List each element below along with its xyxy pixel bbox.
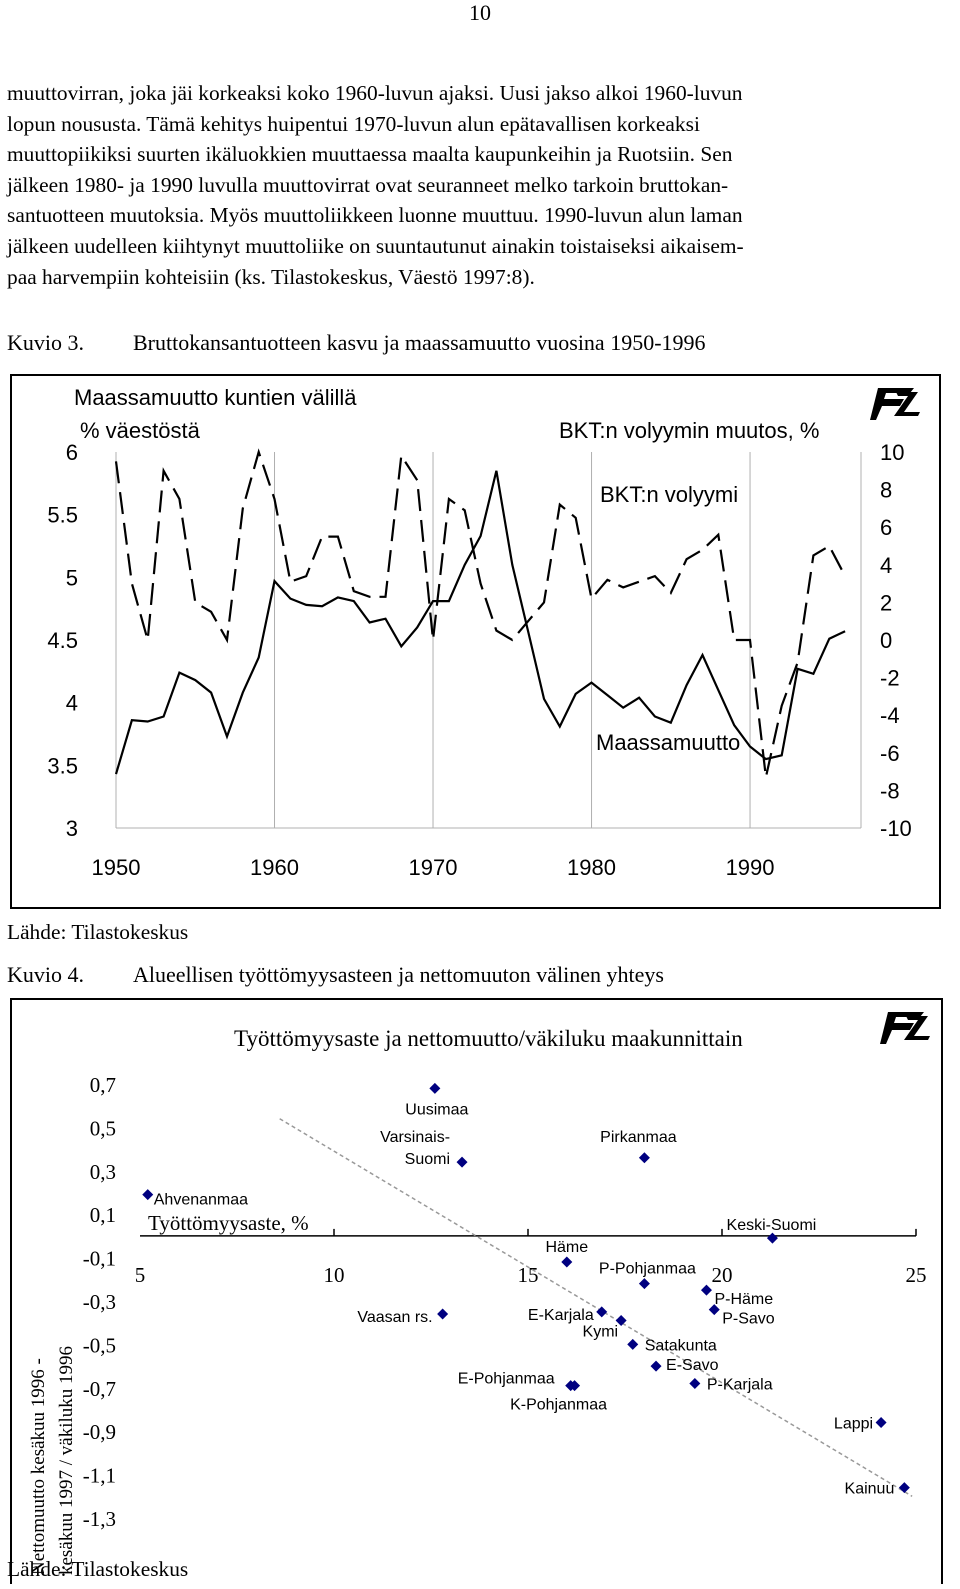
data-point-label: Ahvenanmaa — [153, 1191, 249, 1209]
data-point-label: K-Pohjanmaa — [510, 1396, 608, 1414]
data-point-marker — [767, 1233, 778, 1244]
data-point-marker — [876, 1417, 887, 1428]
figure3-caption-number: Kuvio 3. — [7, 330, 84, 355]
data-point-marker — [437, 1309, 448, 1320]
figure3-source: Lähde: Tilastokeskus — [7, 920, 189, 944]
logo-mark-icon — [880, 1012, 930, 1044]
data-point-label: E-Karjala — [527, 1306, 594, 1324]
data-point-label: Lappi — [833, 1415, 874, 1433]
paragraph-line: santuotteen muutoksia. Myös muuttoliikkeen luonne muuttuu. 1990-luvun alun laman — [7, 203, 743, 228]
right-axis-tick-label: 2 — [880, 590, 893, 616]
data-point-label: Satakunta — [644, 1337, 717, 1355]
right-axis-tick-label: 0 — [880, 628, 893, 653]
x-axis-tick-label: 25 — [905, 1262, 927, 1287]
figure4-caption-number: Kuvio 4. — [7, 962, 84, 987]
data-point-label: P-Savo — [722, 1310, 775, 1328]
x-axis-tick-label: 1990 — [725, 855, 775, 880]
right-axis-tick-label: 6 — [880, 515, 893, 541]
x-axis-tick-label: 1970 — [408, 855, 458, 880]
y-axis-tick-label: -0,1 — [82, 1246, 116, 1271]
data-point-marker — [596, 1306, 607, 1317]
data-point-label: Kainuu — [844, 1480, 895, 1498]
chart-title: Työttömyysaste ja nettomuutto/väkiluku maakunnittain — [234, 1026, 743, 1051]
page-number: 10 — [469, 0, 491, 25]
data-point-label: Pirkanmaa — [600, 1128, 677, 1146]
data-point-marker — [651, 1361, 662, 1372]
left-axis-title-line2: % väestöstä — [80, 418, 200, 443]
data-point-label: Häme — [545, 1238, 589, 1256]
right-axis-title: BKT:n volyymin muutos, % — [559, 418, 820, 443]
data-point-marker — [429, 1083, 440, 1094]
chart-gdp-migration — [12, 376, 939, 907]
data-point-label: P-Häme — [714, 1291, 774, 1309]
y-axis-tick-label: 0,5 — [89, 1116, 116, 1141]
data-point-marker — [639, 1152, 650, 1163]
data-point-label: Keski-Suomi — [726, 1217, 817, 1235]
data-point-label: Vaasan rs. — [357, 1309, 433, 1327]
paragraph-line: paa harvempiin kohteisiin (ks. Tilastokeskus, Väestö 1997:8). — [7, 264, 535, 289]
migration-series-annotation: Maassamuutto — [596, 730, 741, 755]
x-axis-tick-label: 5 — [134, 1262, 146, 1287]
figure4-frame — [10, 998, 943, 1584]
data-point-label: E-Pohjanmaa — [457, 1370, 555, 1388]
x-axis-title: Työttömyysaste, % — [148, 1211, 309, 1235]
x-axis-tick-label: 1950 — [91, 855, 141, 880]
x-axis-tick-label: 15 — [517, 1262, 539, 1287]
data-point-label: Suomi — [404, 1151, 451, 1169]
right-axis-tick-label: 10 — [880, 440, 905, 465]
data-point-marker — [639, 1278, 650, 1289]
figure3-caption-text: Bruttokansantuotteen kasvu ja maassamuutto vuosina 1950-1996 — [133, 330, 706, 355]
right-axis-tick-label: -10 — [880, 816, 912, 841]
data-point-marker — [899, 1482, 910, 1493]
right-axis-tick-label: -4 — [880, 703, 900, 729]
data-point-label: E-Savo — [666, 1357, 719, 1375]
data-point-label: Varsinais- — [380, 1129, 451, 1147]
y-axis-title-line1: Nettomuutto kesäkuu 1996 - — [28, 1358, 49, 1575]
right-axis-tick-label: -2 — [880, 665, 900, 691]
y-axis-tick-label: -0,7 — [82, 1376, 116, 1401]
paragraph-line: muuttopiikiksi suurten ikäluokkien muuttaessa maalta kaupunkeihin ja Ruotsiin. Sen — [7, 142, 733, 167]
data-point-marker — [457, 1157, 468, 1168]
paragraph-line: jälkeen uudelleen kiihtynyt muuttoliike on suuntautunut ainakin toistaiseksi aikaisem- — [7, 233, 744, 258]
y-axis-tick-label: 0,7 — [89, 1073, 116, 1097]
y-axis-title-line2: kesäkuu 1997 / väkiluku 1996 — [56, 1345, 77, 1575]
figure3-frame — [10, 374, 941, 909]
right-axis-tick-label: -6 — [880, 740, 900, 766]
x-axis-tick-label: 1960 — [250, 855, 299, 880]
left-axis-tick-label: 4.5 — [47, 628, 78, 653]
y-axis-tick-label: -0,3 — [82, 1290, 116, 1314]
left-axis-tick-label: 5 — [65, 565, 78, 591]
gdp-series-annotation: BKT:n volyymi — [600, 482, 739, 507]
x-axis-tick-label: 10 — [323, 1262, 345, 1287]
data-point-marker — [689, 1378, 700, 1389]
paragraph-line: muuttovirran, joka jäi korkeaksi koko 1960-luvun ajaksi. Uusi jakso alkoi 1960-luvun — [7, 81, 743, 105]
data-point-marker — [142, 1189, 153, 1200]
data-point-marker — [561, 1256, 572, 1267]
y-axis-tick-label: -0,5 — [82, 1333, 116, 1358]
left-axis-title-line1: Maassamuutto kuntien välillä — [74, 385, 357, 410]
data-point-label: P-Karjala — [706, 1376, 773, 1394]
data-point-label: Uusimaa — [405, 1101, 469, 1119]
right-axis-tick-label: -8 — [880, 778, 900, 804]
figure4-source: Lähde: Tilastokeskus — [7, 1557, 189, 1581]
left-axis-tick-label: 5.5 — [47, 502, 78, 528]
left-axis-tick-label: 3.5 — [47, 753, 78, 779]
logo-mark-icon — [870, 388, 920, 420]
figure4-caption — [7, 962, 664, 988]
left-axis-tick-label: 4 — [65, 690, 78, 716]
figure3-caption — [7, 330, 706, 356]
trend-line — [280, 1119, 912, 1497]
y-axis-tick-label: -0,9 — [82, 1420, 116, 1445]
y-axis-tick-label: 0,3 — [89, 1159, 116, 1184]
y-axis-tick-label: 0,1 — [89, 1203, 116, 1228]
body-paragraph — [7, 78, 953, 292]
left-axis-tick-label: 3 — [65, 816, 78, 841]
figure4-caption-text: Alueellisen työttömyysasteen ja nettomuuton välinen yhteys — [133, 962, 664, 987]
right-axis-tick-label: 4 — [880, 552, 893, 578]
data-point-label: P-Pohjanmaa — [598, 1260, 696, 1278]
y-axis-tick-label: -1,1 — [82, 1463, 116, 1488]
left-axis-tick-label: 6 — [65, 440, 78, 465]
data-point-marker — [627, 1339, 638, 1350]
x-axis-tick-label: 1980 — [567, 855, 617, 880]
data-point-marker — [701, 1285, 712, 1296]
y-axis-tick-label: -1,3 — [82, 1507, 116, 1531]
paragraph-line: lopun noususta. Tämä kehitys huipentui 1970-luvun alun epätavallisen korkeaksi — [7, 111, 700, 136]
paragraph-line: jälkeen 1980- ja 1990 luvulla muuttovirrat ovat seuranneet melko tarkoin bruttokan- — [7, 172, 729, 197]
right-axis-tick-label: 8 — [880, 477, 893, 503]
migration-line — [116, 471, 845, 774]
chart-unemployment-netmigration — [12, 1000, 941, 1584]
data-point-label: Kymi — [582, 1323, 619, 1341]
x-axis-tick-label: 20 — [711, 1262, 733, 1287]
